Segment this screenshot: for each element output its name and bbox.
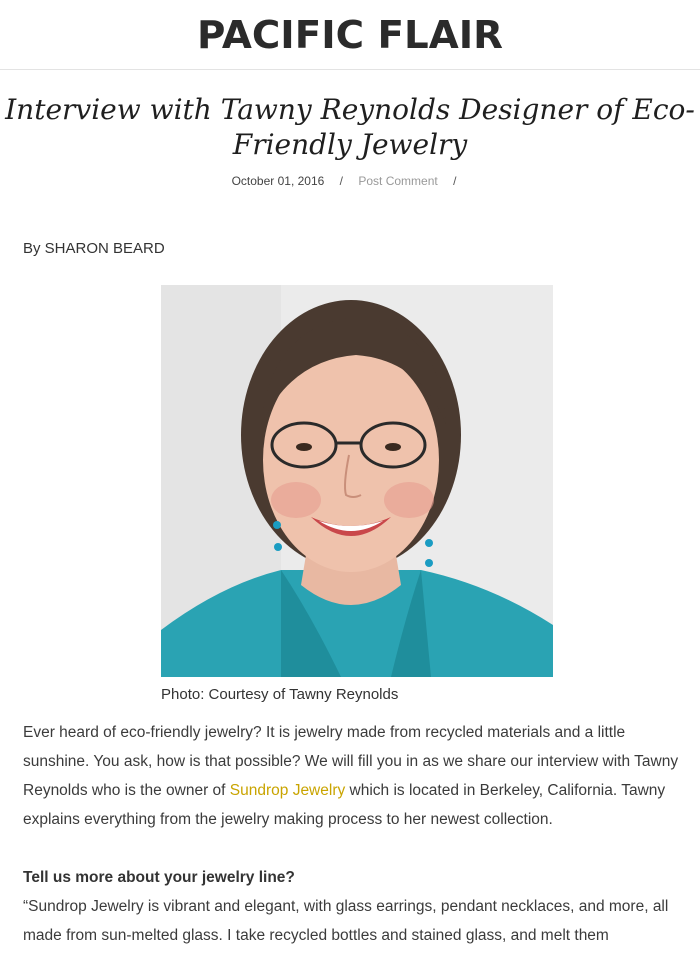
author-byline: By SHARON BEARD xyxy=(23,240,165,257)
meta-separator: / xyxy=(339,174,344,188)
meta-separator: / xyxy=(453,174,457,188)
article-body xyxy=(23,718,683,950)
photo-caption: Photo: Courtesy of Tawny Reynolds xyxy=(161,686,399,703)
intro-paragraph xyxy=(23,718,683,834)
post-comment-link[interactable]: Post Comment xyxy=(358,174,438,188)
site-logo[interactable]: PACIFIC FLAIR xyxy=(197,12,503,57)
article-title: Interview with Tawny Reynolds Designer of Eco-Friendly Jewelry xyxy=(5,93,695,161)
intro-text: Ever heard of eco-friendly jewelry? It is jewelry made from recycled materials and a little sunshine. You ask, how is that possible? We will fill you in as we share our interview with Tawny Reynolds who is the owner of xyxy=(23,724,679,799)
portrait-image xyxy=(161,285,553,677)
interview-question: Tell us more about your jewelry line? xyxy=(23,869,295,886)
article-meta xyxy=(0,174,700,188)
sundrop-jewelry-link[interactable]: Sundrop Jewelry xyxy=(229,782,346,799)
intro-text-continued: which is located in Berkeley, California. Tawny explains everything from the jewelry making process to her newest collection. xyxy=(23,782,666,828)
article-date: October 01, 2016 xyxy=(231,174,325,188)
author-photo xyxy=(161,285,553,677)
site-header xyxy=(0,0,700,70)
interview-answer: “Sundrop Jewelry is vibrant and elegant, with glass earrings, pendant necklaces, and more, all made from sun-melted glass. I take recycled bottles and stained glass, and melt them xyxy=(23,898,669,944)
